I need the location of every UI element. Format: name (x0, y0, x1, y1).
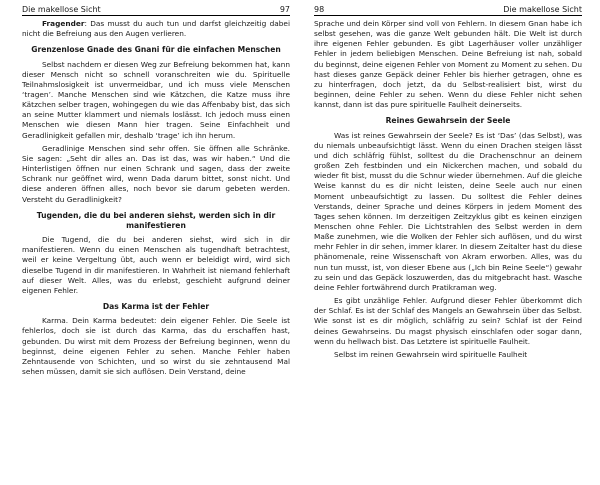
left-page (22, 0, 290, 485)
questioner-paragraph (22, 19, 290, 39)
paragraph-karma: Karma. Dein Karma bedeutet: dein eigener Fehler. Die Seele ist fehlerlos, doch sie ist durch das Karma, das du erschaffen hast, gebunden. Du wirst mit dem Prozess der Befreiung beginnen, wenn du beginnst, deine eigenen Fehler zu sehen. Manche Fehler haben Zehntausende von Schichten, und so wirst du sie zehntausend Mal sehen müssen, damit sie sich auflösen. Dein Verstand, deine (22, 316, 290, 377)
paragraph-laziness: Selbst im reinen Gewahrsein wird spirituelle Faulheit (334, 349, 528, 359)
paragraph-straightforward: Geradlinige Menschen sind sehr offen. Sie öffnen alle Schränke. Sie sagen: „Seht dir alles an. Das ist das, was wir haben.“ Und die Hinterlistigen öffnen nur einen Schrank und sagen, dass der zweite Schrank nur geöffnet wird, wenn Dada darum bittet, sonst nicht. Und diese anderen öffnen alles, noch bevor sie darum gebeten werden. Versteht du Geradlinigkeit? (22, 143, 290, 204)
questioner-text: : Das musst du auch tun und darfst gleichzeitig dabei nicht die Befreiung aus den Augen verlieren. (22, 19, 290, 39)
questioner-label: Fragender (42, 19, 85, 28)
section-heading-virtues: Tugenden, die du bei anderen siehst, werden sich in dir manifestieren (36, 210, 276, 230)
section-heading-grace: Grenzenlose Gnade des Gnani für die einfachen Menschen (31, 45, 281, 55)
right-page-number: 98 (314, 5, 325, 14)
paragraph-path-liberation: Selbst nachdem er diesen Weg zur Befreiung bekommen hat, kann dieser Mensch nicht so schnell voranschreiten wie du. Spirituelle Teilnahmslosigkeit ist unvermeidbar, und ich muss viele Menschen ‘tragen’. Manche Menschen sind wie Kätzchen, die Katze muss ihre Kätzchen selber tragen, wohingegen du wie das Affenbaby bist, das sich an seine Mutter klammert und niemals loslässt. Ich jedoch muss einen Menschen wie diesen Mann hier tragen. Seine Einfachheit und Geradlinigkeit gefallen mir, deshalb ‘trage’ ich ihn herum. (22, 59, 290, 140)
section-heading-awareness: Reines Gewahrsein der Seele (385, 116, 511, 126)
section-heading-karma: Das Karma ist der Fehler (102, 302, 210, 312)
paragraph-virtues: Die Tugend, die du bei anderen siehst, wird sich in dir manifestieren. Wenn du einen Menschen als tugendhaft betrachtest, weil er keine Vergeltung übt, auch wenn er beleidigt wird, wird sich dieselbe Tugend in dir manifestieren. In Wahrheit ist niemand fehlerhaft auf dieser Welt. Alles, was du erlebst, geschieht aufgrund deiner eigenen Fehler. (22, 235, 290, 295)
left-header-title: Die makellose Sicht (22, 5, 101, 14)
right-page (314, 0, 582, 485)
right-page-body (314, 19, 582, 360)
paragraph-faults-continued: Sprache und dein Körper sind voll von Fehlern. In diesem Gnan habe ich selbst gesehen, was die ganze Welt gebunden hält. Die Welt ist durch ihre eigenen Fehler gebunden. Es gibt Lagerhäuser voller unzähliger Fehler in jedem beliebigen Menschen. Deine Befreiung ist nah, sobald du beginnst, deine eigenen Fehler von Moment zu Moment zu sehen. Du hast dieses ganze Gepäck deiner Fehler bis hierher getragen, ohne es zu hinterfragen, doch jetzt, da du Selbst-realisiert bist, wirst du beginnen, deine Fehler zu sehen. Wenn du diese Fehler nicht sehen kannst, dann ist das pure spirituelle Faulheit deinerseits. (314, 19, 582, 110)
left-page-number: 97 (279, 5, 290, 14)
right-page-header (314, 3, 582, 16)
paragraph-awareness: Was ist reines Gewahrsein der Seele? Es ist ‘Das’ (das Selbst), was du niemals unbeaufsichtigt lässt. Wenn du einen Drachen steigen lässt und dich schläfrig fühlst, solltest du die Drachenschnur an deinem großen Zeh festbinden und ein Nickerchen machen, und sobald du wieder fit bist, musst du die Schnur wieder übernehmen. Auf die gleiche Weise kannst du es dir nicht leisten, deine Seele auch nur einen Moment unbeaufsichtigt zu lassen. Du solltest die Fehler deines Verstands, deiner Sprache und deines Körpers in jedem Moment des Tages sehen können. Im derzeitigen Zeitzyklus gibt es keinen einzigen Menschen ohne Fehler. Die Lichtstrahlen des Selbst werden in dem Maße zunehmen, wie die Wolken der Fehler sich auflösen, und du wirst mehr Fehler in dir sehen, immer klarer. In diesem Zeitalter hast du diese phänomenale, reine Wissenschaft von Akram erworben. Alles, was du nun tun musst, ist, von dieser Ebene aus („Ich bin Reine Seele“) gewahr zu sein und das Gepäck loszuwerden, das du mitgebracht hast. Wasche deine Fehler fortwährend durch Pratikraman weg. (314, 130, 582, 292)
paragraph-sleep: Es gibt unzählige Fehler. Aufgrund dieser Fehler überkommt dich der Schlaf. Es ist der Schlaf des Mangels an Gewahrsein über das Selbst. Wie sonst ist es dir möglich, schläfrig zu sein? Schlaf ist der Feind deines Gewahrseins. Du magst physisch einschlafen oder sogar dann, wenn du hellwach bist. Das Letztere ist spirituelle Faulheit. (314, 296, 582, 346)
right-header-title: Die makellose Sicht (503, 5, 582, 14)
left-page-body (22, 19, 290, 377)
left-page-header (22, 3, 290, 16)
